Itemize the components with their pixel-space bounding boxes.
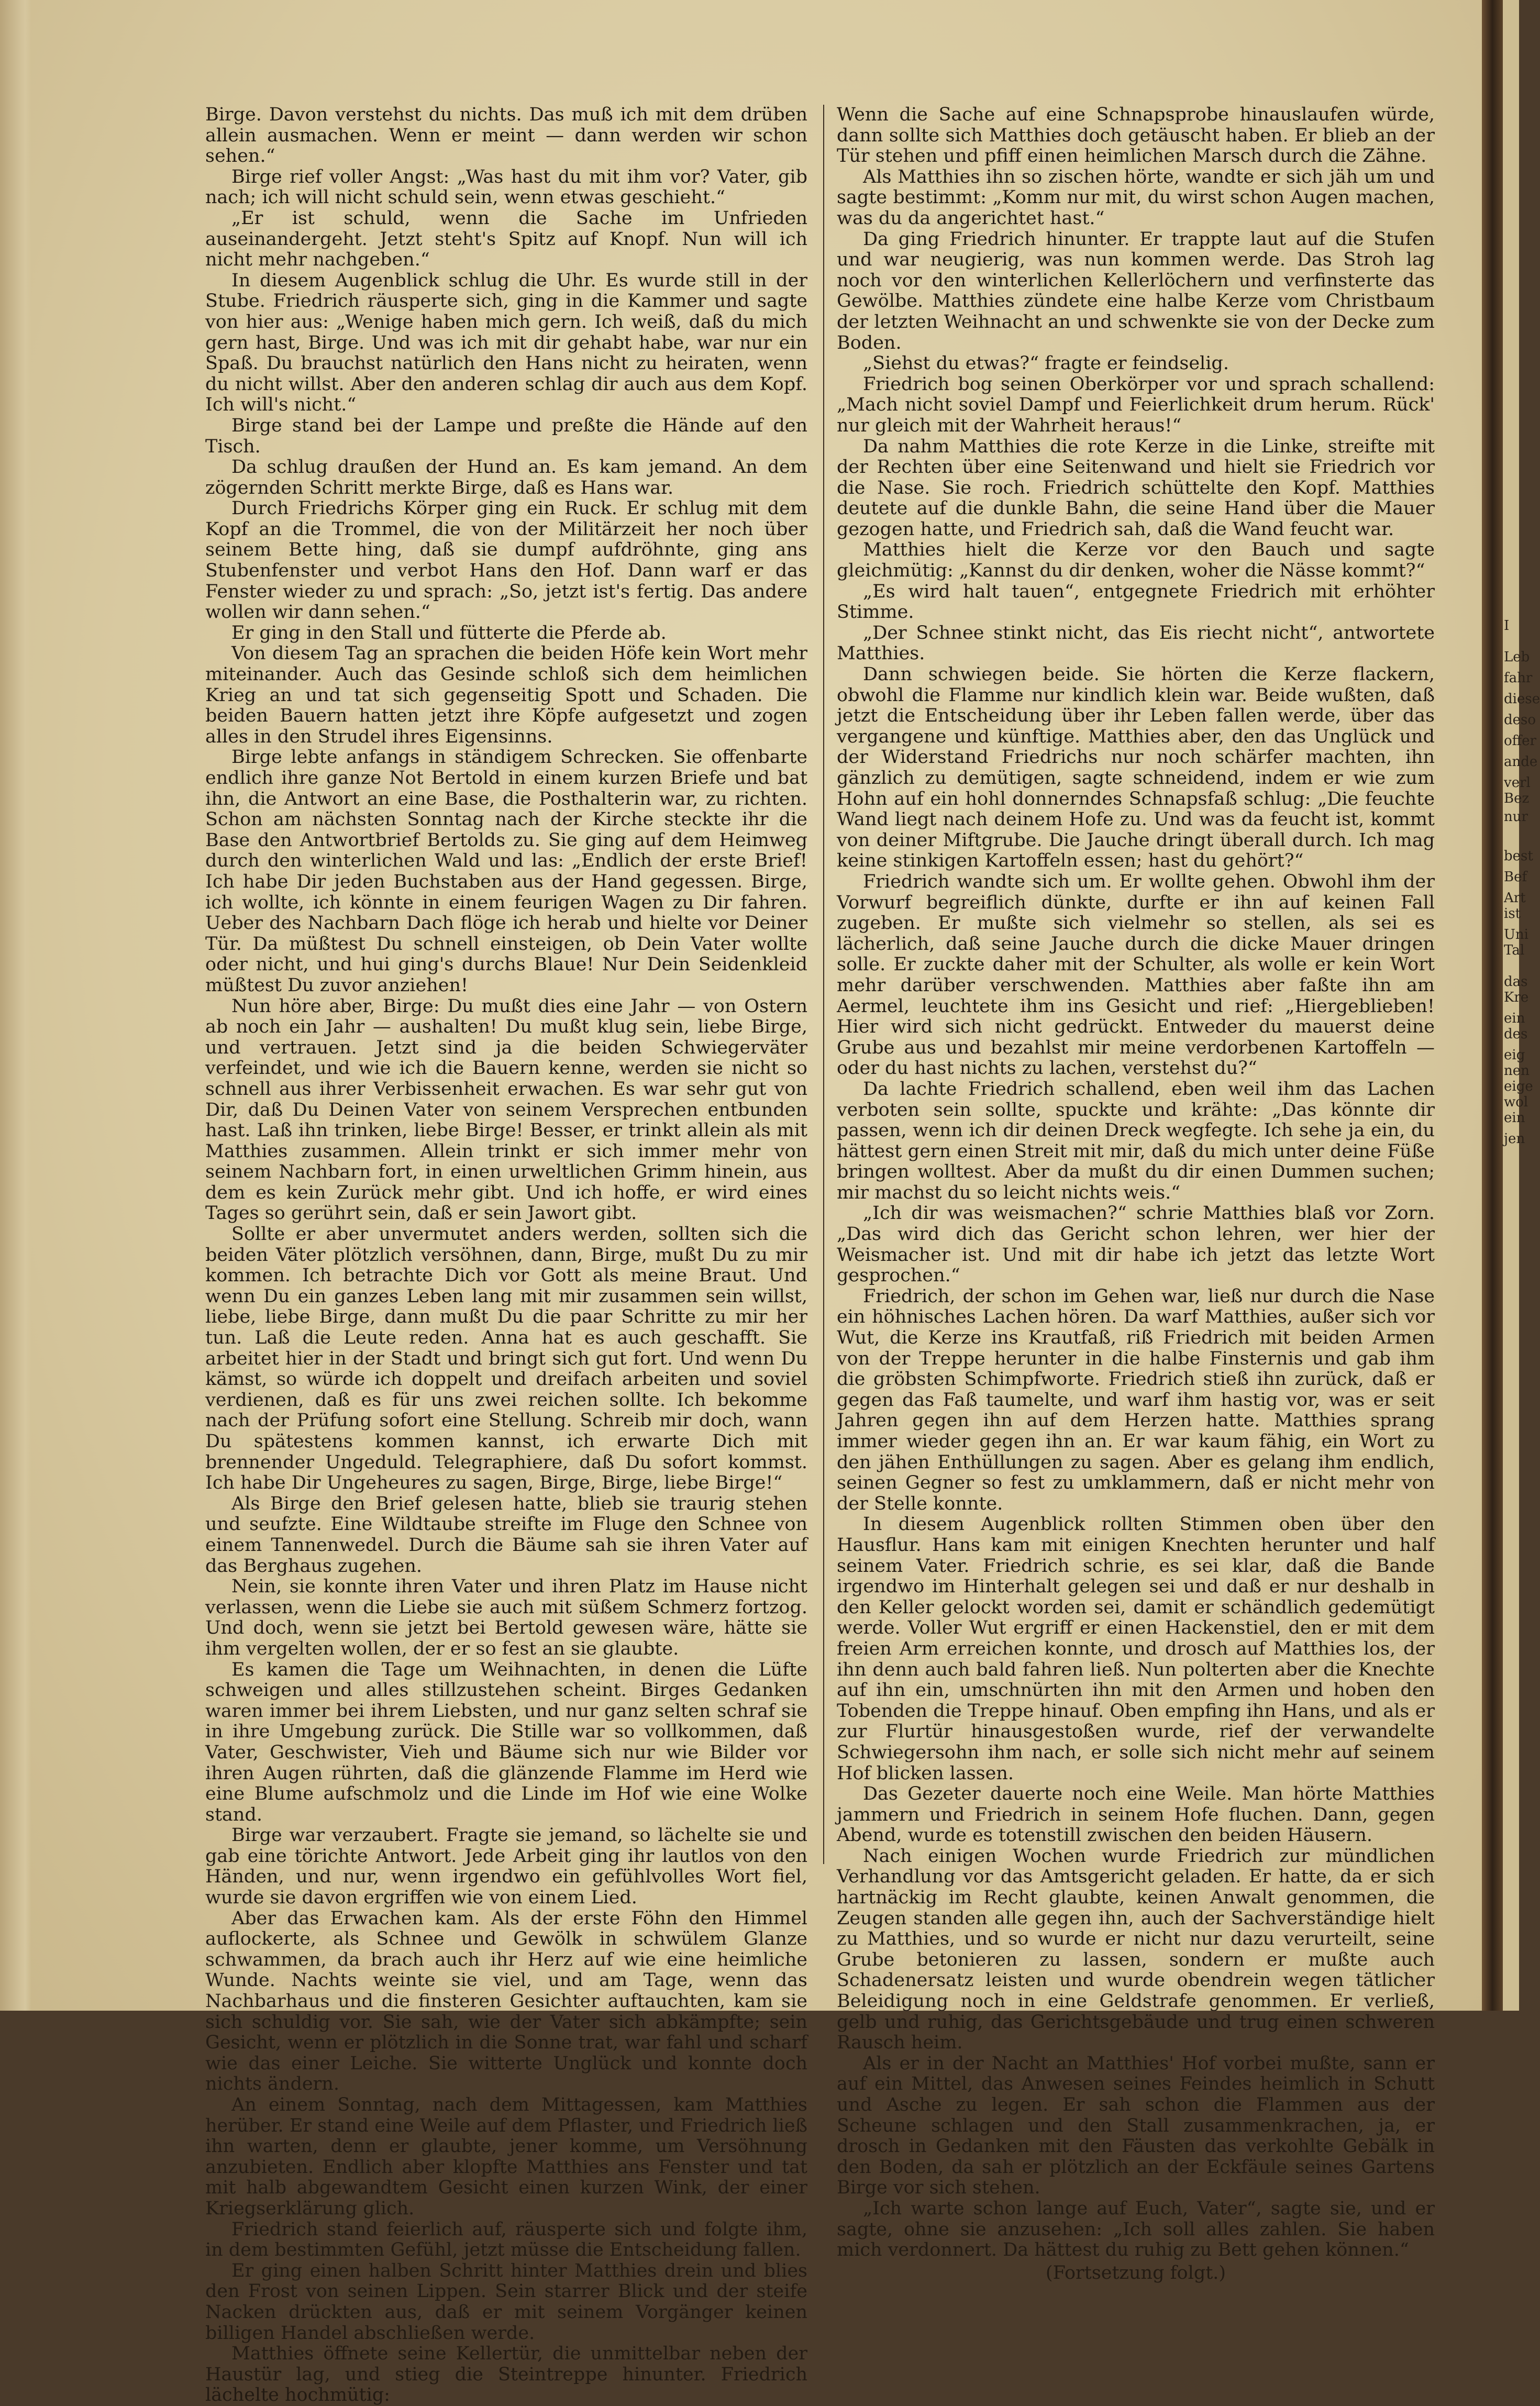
adjacent-text-fragment: des <box>1504 1026 1528 1042</box>
paragraph: „Ich warte schon lange auf Euch, Vater“, sagte sie, und er sagte, ohne sie anzusehen: „Ich soll alles zahlen. Sie haben mich verdonnert. Da hättest du ruhig zu Bett gehen können.“ <box>837 2198 1435 2261</box>
paragraph: Birge. Davon verstehst du nichts. Das muß ich mit dem drüben allein ausmachen. Wenn er meint — dann werden wir schon sehen.“ <box>205 104 807 167</box>
paragraph: Als Matthies ihn so zischen hörte, wandte er sich jäh um und sagte bestimmt: „Komm nur mit, du wirst schon Augen machen, was du da angerichtet hast.“ <box>837 166 1435 229</box>
paragraph: An einem Sonntag, nach dem Mittagessen, kam Matthies herüber. Er stand eine Weile auf dem Pflaster, und Friedrich ließ ihn warten, denn er glaubte, jener komme, um Versöhnung anzubieten. Endlich aber klopfte Matthies ans Fenster und tat mit halb abgewandtem Gesicht einen kurzen Wink, der einer Kriegserklärung glich. <box>205 2094 807 2219</box>
adjacent-text-fragment: eige <box>1504 1079 1533 1094</box>
paragraph: Da ging Friedrich hinunter. Er trappte laut auf die Stufen und war neugierig, was nun kommen werde. Das Stroh lag noch vor den winterlichen Kellerlöchern und verfinsterte das Gewölbe. Matthies zündete eine halbe Kerze vom Christbaum der letzten Weihnacht an und schwenkte sie von der Decke zum Boden. <box>837 228 1435 353</box>
paragraph: Nach einigen Wochen wurde Friedrich zur mündlichen Verhandlung vor das Amtsgericht geladen. Er hatte, da er sich hartnäckig im Recht glaubte, keinen Anwalt genommen, die Zeugen standen alle gegen ihn, auch der Sachverständige hielt zu Matthies, und so wurde er nicht nur dazu verurteilt, seine Grube betonieren zu lassen, sondern er mußte auch Schadenersatz leisten und wurde obendrein wegen tätlicher Beleidigung noch in eine Geldstrafe genommen. Er verließ, gelb und ruhig, das Gerichtsgebäude und trug einen schweren Rausch heim. <box>837 1845 1435 2054</box>
paragraph: Aber das Erwachen kam. Als der erste Föhn den Himmel auflockerte, als Schnee und Gewölk in schwülem Glanze schwammen, da brach auch ihr Herz auf wie eine heimliche Wunde. Nachts weinte sie viel, und am Tage, wenn das Nachbarhaus und die finsteren Gesichter auftauchten, kam sie sich schuldig vor. Sie sah, wie der Vater sich abkämpfte; sein Gesicht, wenn er plötzlich in die Sonne trat, war fahl und scharf wie das einer Leiche. Sie witterte Unglück und konnte doch nichts ändern. <box>205 1908 807 2095</box>
paragraph: Friedrich, der schon im Gehen war, ließ nur durch die Nase ein höhnisches Lachen hören. Da warf Matthies, außer sich vor Wut, die Kerze ins Krautfaß, riß Friedrich mit beiden Armen von der Treppe herunter in die halbe Finsternis und gab ihm die gröbsten Schimpfworte. Friedrich stieß ihn zurück, daß er gegen das Faß taumelte, und warf ihm hastig vor, was er seit Jahren gegen ihn auf dem Herzen hatte. Matthies sprang immer wieder gegen ihn an. Er war kaum fähig, ein Wort zu den jähen Enthüllungen zu sagen. Aber es gelang ihm endlich, seinen Gegner so fest zu umklammern, daß er nicht mehr von der Stelle konnte. <box>837 1285 1435 1514</box>
paragraph: Birge stand bei der Lampe und preßte die Hände auf den Tisch. <box>205 415 807 457</box>
paragraph: Von diesem Tag an sprachen die beiden Höfe kein Wort mehr miteinander. Auch das Gesinde schloß sich dem heimlichen Krieg an und tat sich gegenseitig Spott und Schaden. Die beiden Bauern hatten jetzt ihre Köpfe aufgesetzt und zogen alles in den Strudel ihres Eigensinns. <box>205 643 807 747</box>
paragraph: Da schlug draußen der Hund an. Es kam jemand. An dem zögernden Schritt merkte Birge, daß es Hans war. <box>205 457 807 498</box>
paragraph: Es kamen die Tage um Weihnachten, in denen die Lüfte schweigen und alles stillzustehen scheint. Birges Gedanken waren immer bei ihrem Liebsten, und nur ganz selten schraf sie in ihre Umgebung zurück. Die Stille war so vollkommen, daß Vater, Geschwister, Vieh und Bäume sich nur wie Bilder vor ihren Augen rührten, daß die glänzende Flamme im Herd wie eine Blume aufschmolz und die Linde im Hof wie eine Wolke stand. <box>205 1659 807 1825</box>
paragraph: Nein, sie konnte ihren Vater und ihren Platz im Hause nicht verlassen, wenn die Liebe sie auch mit süßem Schmerz fortzog. Und doch, wenn sie jetzt bei Bertold gewesen wäre, hätte sie ihm vergelten wollen, der er so fest an sie glaubte. <box>205 1576 807 1659</box>
paragraph: Da nahm Matthies die rote Kerze in die Linke, streifte mit der Rechten über eine Seitenwand und hielt sie Friedrich vor die Nase. Sie roch. Friedrich schüttelte den Kopf. Matthies deutete auf die dunkle Bahn, die seine Hand über die Mauer gezogen hatte, und Friedrich sah, daß die Wand feucht war. <box>837 436 1435 540</box>
paragraph: Er ging einen halben Schritt hinter Matthies drein und blies den Frost von seinen Lippen. Sein starrer Blick und der steife Nacken drückten aus, daß er mit seinem Vorgänger keinen billigen Handel abschließen werde. <box>205 2260 807 2344</box>
paragraph: Als Birge den Brief gelesen hatte, blieb sie traurig stehen und seufzte. Eine Wildtaube streifte im Fluge den Schnee von einem Tannenwedel. Durch die Bäume sah sie ihren Vater auf das Berghaus zugehen. <box>205 1493 807 1577</box>
paragraph: Das Gezeter dauerte noch eine Weile. Man hörte Matthies jammern und Friedrich in seinem Hofe fluchen. Dann, gegen Abend, wurde es totenstill zwischen den beiden Häusern. <box>837 1783 1435 1846</box>
paragraph: „Ich dir was weismachen?“ schrie Matthies blaß vor Zorn. „Das wird dich das Gericht schon lehren, wer hier der Weismacher ist. Und mit dir habe ich jetzt das letzte Wort gesprochen.“ <box>837 1203 1435 1287</box>
paragraph: „Siehst du etwas?“ fragte er feindselig. <box>863 353 1229 374</box>
adjacent-text-fragment: wol <box>1504 1094 1528 1110</box>
paragraph: In diesem Augenblick rollten Stimmen oben über den Hausflur. Hans kam mit einigen Knechten herunter und half seinem Vater. Friedrich schrie, es sei klar, daß die Bande irgendwo im Hinterhalt gelegen sei und daß er nur deshalb in den Keller gelockt worden sei, damit er schändlich gedemütigt werde. Voller Wut ergriff er einen Hackenstiel, den er mit dem freien Arm erreichen konnte, und drosch auf Matthies los, der ihn denn auch bald fahren ließ. Nun polterten aber die Knechte auf ihn ein, umschnürten ihn mit den Armen und hoben den Tobenden die Treppe hinauf. Oben empfing ihn Hans, und als er zur Flurtür hinausgestoßen wurde, rief der verwandelte Schwiegersohn ihm nach, er solle sich nicht mehr auf seinem Hof blicken lassen. <box>837 1514 1435 1784</box>
paragraph: Friedrich stand feierlich auf, räusperte sich und folgte ihm, in dem bestimmten Gefühl, jetzt müsse die Entscheidung fallen. <box>205 2219 807 2261</box>
paragraph: Nun höre aber, Birge: Du mußt dies eine Jahr — von Ostern ab noch ein Jahr — aushalten! Du mußt klug sein, liebe Birge, und vertrauen. Jetzt sind ja die beiden Schwiegerväter verfeindet, und wie ich die Bauern kenne, werden sie nicht so schnell aus ihrer Verbissenheit erwachen. Es war sehr gut von Dir, daß Du Deinen Vater von seinem Versprechen entbunden hast. Laß ihn trinken, liebe Birge! Besser, er trinkt allein als mit Matthies zusammen. Allein trinkt er sich immer mehr von seinem Nachbarn fort, in einen urweltlichen Grimm hinein, aus dem es kein Zurück mehr gibt. Und ich hoffe, er wird eines Tages so gerührt sein, daß er sein Jawort gibt. <box>205 995 807 1224</box>
paragraph: Als er in der Nacht an Matthies' Hof vorbei mußte, sann er auf ein Mittel, das Anwesen seines Feindes heimlich in Schutt und Asche zu legen. Er sah schon die Flammen aus der Scheune schlagen und den Stall zusammenkrachen, ja, er drosch in Gedanken mit den Fäusten das verkohlte Gebälk in den Boden, da sah er plötzlich an der Eckfäule seines Gartens Birge vor sich stehen. <box>837 2053 1435 2199</box>
paragraph: Matthies öffnete seine Kellertür, die unmittelbar neben der Haustür lag, und stieg die Steintreppe hinunter. Friedrich lächelte hochmütig: <box>205 2343 807 2406</box>
paragraph: Matthies hielt die Kerze vor den Bauch und sagte gleichmütig: „Kannst du dir denken, woher die Nässe kommt?“ <box>837 539 1435 582</box>
book-spine <box>1482 0 1503 2011</box>
adjacent-text-fragment: Bez <box>1504 791 1530 806</box>
adjacent-text-fragment: ein <box>1504 1110 1525 1126</box>
adjacent-text-fragment: Art <box>1504 890 1526 906</box>
adjacent-text-fragment: ande <box>1504 754 1538 770</box>
adjacent-text-fragment: ist <box>1504 906 1521 922</box>
adjacent-page-edge <box>1503 0 1540 2011</box>
adjacent-text-fragment: Uni <box>1504 927 1528 943</box>
paragraph: Dann schwiegen beide. Sie hörten die Kerze flackern, obwohl die Flamme nur kindlich klein war. Beide wußten, daß jetzt die Entscheidung über ihr Leben fallen werde, über das vergangene und künftige. Matthies aber, den das Unglück und der Widerstand Friedrichs nur noch schärfer machten, ihn gänzlich zu demütigen, sagte schneidend, indem er wie zum Hohn auf ein hohl donnerndes Schnapsfaß schlug: „Die feuchte Wand liegt nach deinem Hofe zu. Und was da feucht ist, kommt von deiner Miftgrube. Die Jauche dringt überall durch. Ich mag keine stinkigen Kartoffeln essen; hast du gehört?“ <box>837 664 1435 872</box>
paragraph: Durch Friedrichs Körper ging ein Ruck. Er schlug mit dem Kopf an die Trommel, die von der Militärzeit her noch über seinem Bette hing, daß sie dumpf aufdröhnte, ging ans Stubenfenster und verbot Hans den Hof. Dann warf er das Fenster wieder zu und sprach: „So, jetzt ist's fertig. Das andere wollen wir dann sehen.“ <box>205 498 807 623</box>
continued-note: (Fortsetzung folgt.) <box>1045 2262 1226 2283</box>
adjacent-text-fragment: Bef <box>1504 869 1527 885</box>
adjacent-text-fragment: Leb <box>1504 649 1530 665</box>
adjacent-text-fragment: fahr <box>1504 670 1533 686</box>
paragraph: In diesem Augenblick schlug die Uhr. Es wurde still in der Stube. Friedrich räusperte sich, ging in die Kammer und sagte von hier aus: „Wenige haben mich gern. Ich weiß, daß du mich gern hast, Birge. Und was ich mit dir gehabt habe, war nur ein Spaß. Du brauchst natürlich den Hans nicht zu heiraten, wenn du nicht willst. Aber den anderen schlag dir auch aus dem Kopf. Ich will's nicht.“ <box>205 270 807 416</box>
adjacent-text-fragment: das <box>1504 974 1528 990</box>
text-column-left <box>205 104 807 2406</box>
adjacent-text-fragment: verl <box>1504 775 1531 791</box>
adjacent-text-fragment: jen <box>1504 1131 1525 1147</box>
adjacent-text-fragment: nen <box>1504 1063 1530 1079</box>
paragraph: Friedrich bog seinen Oberkörper vor und sprach schallend: „Mach nicht soviel Dampf und Feierlichkeit drum herum. Rück' nur gleich mit der Wahrheit heraus!“ <box>837 373 1435 436</box>
paragraph: Wenn die Sache auf eine Schnapsprobe hinauslaufen würde, dann sollte sich Matthies doch getäuscht haben. Er blieb an der Tür stehen und pfiff einen heimlichen Marsch durch die Zähne. <box>837 104 1435 167</box>
paragraph: Birge lebte anfangs in ständigem Schrecken. Sie offenbarte endlich ihre ganze Not Bertold in einem kurzen Briefe und bat ihn, die Antwort an eine Base, die Posthalterin war, zu richten. Schon am nächsten Sonntag nach der Kirche steckte ihr die Base den Antwortbrief Bertolds zu. Sie ging auf dem Heimweg durch den winterlichen Wald und las: „Endlich der erste Brief! Ich habe Dir jeden Buchstaben aus der Hand gegessen. Birge, ich wollte, ich könnte in einem feurigen Wagen zu Dir fahren. Ueber des Nachbarn Dach flöge ich herab und hielte vor Deiner Tür. Da müßtest Du schnell einsteigen, ob Dein Vater wollte oder nicht, und hui ging's durchs Blaue! Nur Dein Seidenkleid müßtest Du zuvor anziehen! <box>205 747 807 996</box>
paragraph: „Es wird halt tauen“, entgegnete Friedrich mit erhöhter Stimme. <box>837 581 1435 623</box>
paragraph: „Der Schnee stinkt nicht, das Eis riecht nicht“, antwortete Matthies. <box>837 622 1435 664</box>
paragraph: Sollte er aber unvermutet anders werden, sollten sich die beiden Väter plötzlich versöhnen, dann, Birge, mußt Du zu mir kommen. Ich betrachte Dich vor Gott als meine Braut. Und wenn Du ein ganzes Leben lang mit mir zusammen sein willst, liebe, liebe Birge, dann mußt Du die paar Schritte zu mir her tun. Laß die Leute reden. Anna hat es auch geschafft. Sie arbeitet hier in der Stadt und bringt sich gut fort. Und wenn Du kämst, so würde ich doppelt und dreifach arbeiten und soviel verdienen, daß es für uns zwei reichen sollte. Ich bekomme nach der Prüfung sofort eine Stellung. Schreib mir doch, wann Du spätestens kommen kannst, ich erwarte Dich mit brennender Ungeduld. Telegraphiere, daß Du sofort kommst. Ich habe Dir Ungeheures zu sagen, Birge, Birge, liebe Birge!“ <box>205 1224 807 1494</box>
adjacent-text-fragment: I <box>1504 618 1510 634</box>
paragraph: Da lachte Friedrich schallend, eben weil ihm das Lachen verboten sein sollte, spuckte und krähte: „Das könnte dir passen, wenn ich dir deinen Dreck wegfegte. Ich sehe ja ein, du hättest gern einen Streit mit mir, daß du mich unter deine Füße bringen wolltest. Aber da mußt du dir einen Dummen suchen; mir machst du so leicht nichts weis.“ <box>837 1078 1435 1203</box>
page-edge <box>0 0 31 2011</box>
paragraph: Friedrich wandte sich um. Er wollte gehen. Obwohl ihm der Vorwurf begreiflich dünkte, durfte er ihn auf keinen Fall zugeben. Er mußte sich vielmehr so stellen, als sei es lächerlich, daß seine Jauche durch die dicke Mauer dringen solle. Er zuckte daher mit der Schulter, als wolle er kein Wort mehr darüber verschwenden. Matthies aber faßte ihn am Aermel, leuchtete ihm ins Gesicht und rief: „Hiergeblieben! Hier wird sich nicht gedrückt. Entweder du mauerst deine Grube aus und bezahlst mir meine verdorbenen Kartoffeln — oder du hast nichts zu lachen, verstehst du?“ <box>837 871 1435 1079</box>
adjacent-text-fragment: nur <box>1504 809 1528 825</box>
adjacent-text-fragment: diese <box>1504 691 1540 707</box>
adjacent-text-fragment: deso <box>1504 712 1536 728</box>
paragraph: Birge rief voller Angst: „Was hast du mit ihm vor? Vater, gib nach; ich will nicht schuld sein, wenn etwas geschieht.“ <box>205 166 807 208</box>
paragraph: Er ging in den Stall und fütterte die Pferde ab. <box>231 622 667 644</box>
column-divider <box>823 105 824 1864</box>
adjacent-text-fragment: Tal <box>1504 943 1525 958</box>
adjacent-text-fragment: Kre <box>1504 990 1529 1005</box>
paragraph: „Er ist schuld, wenn die Sache im Unfrieden auseinandergeht. Jetzt steht's Spitz auf Knopf. Nun will ich nicht mehr nachgeben.“ <box>205 207 807 271</box>
adjacent-text-fragment: eig <box>1504 1047 1525 1063</box>
right-paragraphs <box>837 105 1435 2261</box>
text-column-right <box>837 104 1435 2283</box>
adjacent-text-fragment: ein <box>1504 1011 1525 1026</box>
paragraph: Birge war verzaubert. Fragte sie jemand, so lächelte sie und gab eine törichte Antwort. Jede Arbeit ging ihr lautlos von den Händen, und nur, wenn irgendwo ein gefühlvolles Wort fiel, wurde sie davon ergriffen wie von einem Lied. <box>205 1825 807 1909</box>
adjacent-text-fragment: best <box>1504 848 1533 864</box>
adjacent-text-fragment: offer <box>1504 733 1536 749</box>
